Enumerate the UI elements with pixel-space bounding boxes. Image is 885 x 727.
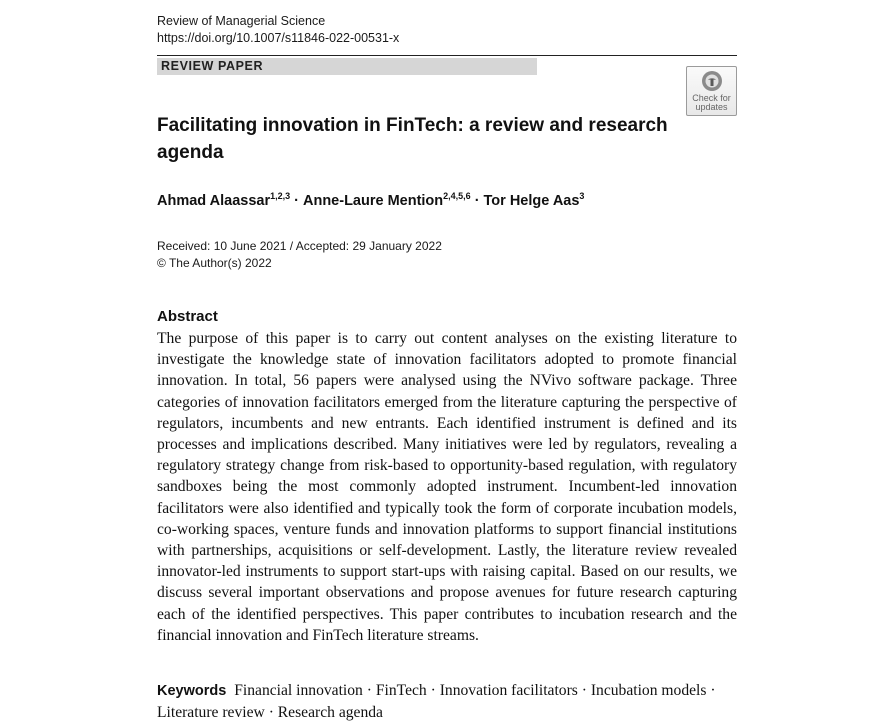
check-for-updates-button[interactable] [686, 66, 737, 116]
abstract-body: The purpose of this paper is to carry out content analyses on the existing literature to investigate the knowledge state of innovation facilitators adopted to promote financial innovation. In total, 56 papers were analysed using the NVivo software package. Three categories of innovation facilitators emerged from the literature capturing the perspective of regulators, incumbents and new entrants. Each identified instrument is defined and its processes and implications described. Many initiatives were led by regulators, revealing a regulatory strategy change from risk-based to opportunity-based regulation, with regulatory sandboxes being the most commonly adopted instrument. Incumbent-led innovation facilitators were also identified and typically took the form of corporate incubation models, co-working spaces, venture funds and innovation platforms to support financial institutions with partnerships, acquisitions or self-development. Lastly, the literature review revealed innovator-led instruments to support start-ups with raising capital. Based on our results, we discuss several important observations and propose avenues for future research capturing each of the identified perspectives. This paper contributes to incubation research and the financial innovation and FinTech literature streams. [157, 330, 737, 644]
author-name[interactable]: Ahmad Alaassar [157, 193, 271, 209]
author-affiliations: 2,4,5,6 [443, 191, 471, 201]
publication-meta [157, 238, 442, 272]
keywords-heading: Keywords [157, 683, 227, 699]
crossmark-icon [701, 70, 723, 92]
author-name[interactable]: Anne-Laure Mention [302, 193, 444, 209]
copyright-notice: © The Author(s) 2022 [157, 256, 272, 270]
author-list [157, 191, 584, 211]
updates-label: updates [695, 102, 728, 112]
doi-link[interactable]: https://doi.org/10.1007/s11846-022-00531-x [157, 31, 400, 45]
received-accepted-dates: Received: 10 June 2021 / Accepted: 29 January 2022 [157, 239, 442, 253]
article-type-badge: REVIEW PAPER [157, 58, 537, 75]
keywords-list: Financial innovation · FinTech · Innovation facilitators · Incubation models · Literature review · Research agenda [157, 682, 716, 722]
paper-title: Facilitating innovation in FinTech: a review and research agenda [157, 115, 668, 163]
author-separator: · [474, 193, 480, 209]
author-name[interactable]: Tor Helge Aas [483, 193, 580, 209]
journal-header [157, 13, 399, 47]
author-affiliations: 3 [579, 191, 585, 201]
header-divider [157, 55, 737, 56]
journal-name: Review of Managerial Science [157, 14, 326, 28]
keywords-block [157, 680, 737, 723]
abstract-heading: Abstract [157, 308, 218, 325]
check-for-label: Check for [692, 93, 731, 103]
author-affiliations: 1,2,3 [270, 191, 291, 201]
author-separator: · [294, 193, 299, 209]
